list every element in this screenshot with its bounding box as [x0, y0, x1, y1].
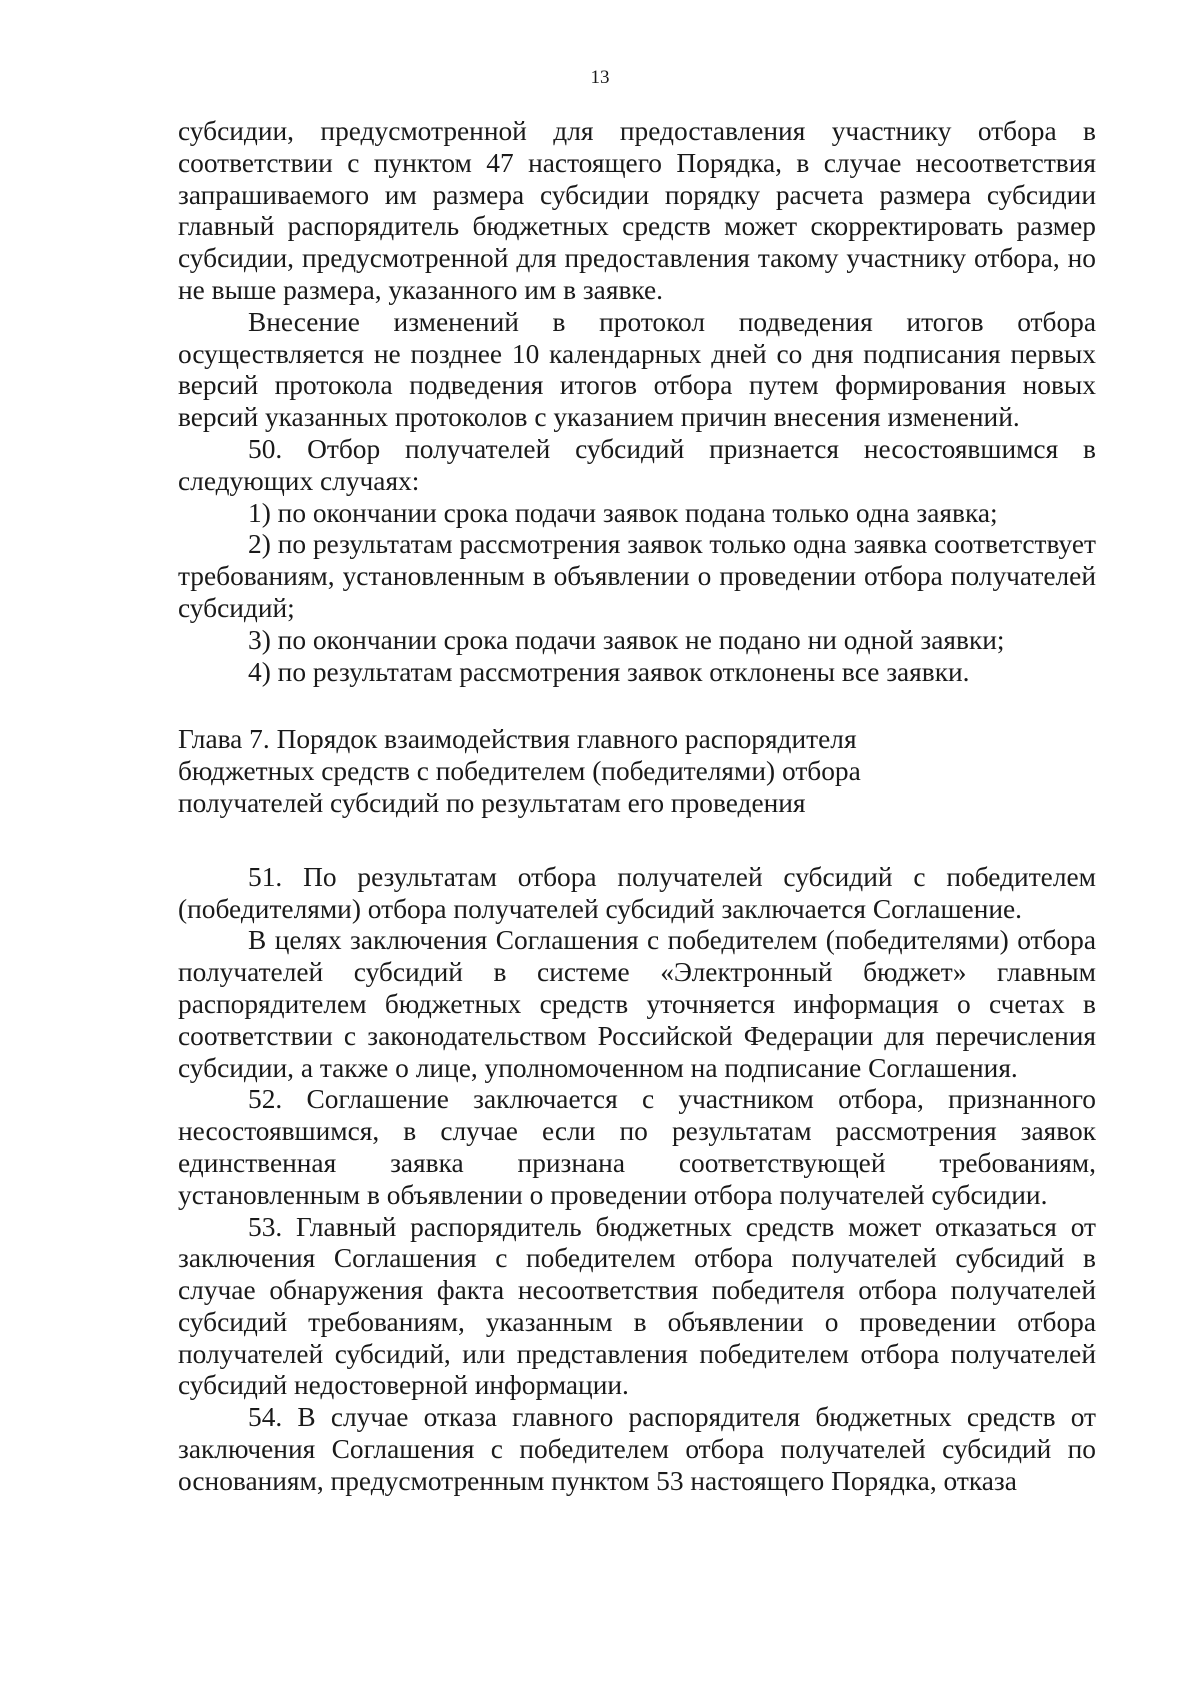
chapter-heading-line-3: получателей субсидий по результатам его проведения [178, 787, 806, 818]
list-item-50-4: 4) по результатам рассмотрения заявок отклонены все заявки. [248, 656, 970, 687]
list-item-50-1: 1) по окончании срока подачи заявок подана только одна заявка; [248, 497, 998, 528]
paragraph-51-accounts: В целях заключения Соглашения с победителем (победителями) отбора получателей субсидий в системе «Электронный бюджет» главным распорядителем бюджетных средств уточняется информация о счетах в соответствии с законодательством Российской Федерации для перечисления субсидии, а также о лице, уполномоченном на подписание Соглашения. [178, 925, 1096, 1083]
paragraph-amendments: Внесение изменений в протокол подведения итогов отбора осуществляется не позднее 10 календарных дней со дня подписания первых версий протокола подведения итогов отбора путем формирования новых версий указанных протоколов с указанием причин внесения изменений. [178, 306, 1096, 433]
paragraph-52: 52. Соглашение заключается с участником отбора, признанного несостоявшимся, в случае если по результатам рассмотрения заявок единственная заявка признана соответствующей требованиям, установленным в объявлении о проведении отбора получателей субсидии. [178, 1084, 1096, 1210]
chapter-heading-line-2: бюджетных средств с победителем (победителями) отбора [178, 756, 861, 787]
list-item-50-3: 3) по окончании срока подачи заявок не подано ни одной заявки; [248, 624, 1005, 655]
page-number: 13 [590, 67, 610, 88]
paragraph-continuation: субсидии, предусмотренной для предоставления участнику отбора в соответствии с пунктом 47 настоящего Порядка, в случае несоответствия запрашиваемого им размера субсидии порядку расчета размера субсидии главный распорядитель бюджетных средств может скорректировать размер субсидии, предусмотренной для предоставления такому участнику отбора, но не выше размера, указанного им в заявке. [178, 116, 1096, 305]
list-item-50-2: 2) по результатам рассмотрения заявок только одна заявка соответствует требованиям, установленным в объявлении о проведении отбора получателей субсидий; [178, 529, 1096, 623]
chapter-heading-line-1: Глава 7. Порядок взаимодействия главного распорядителя [178, 724, 857, 755]
document-body [178, 116, 1096, 1498]
paragraph-50: 50. Отбор получателей субсидий признается несостоявшимся в следующих случаях: [178, 433, 1096, 496]
paragraph-51: 51. По результатам отбора получателей субсидий с победителем (победителями) отбора получателей субсидий заключается Соглашение. [178, 861, 1096, 924]
paragraph-54: 54. В случае отказа главного распорядителя бюджетных средств от заключения Соглашения с победителем отбора получателей субсидий по основаниям, предусмотренным пунктом 53 настоящего Порядка, отказа [178, 1402, 1096, 1496]
chapter-heading [178, 724, 1096, 819]
paragraph-53: 53. Главный распорядитель бюджетных средств может отказаться от заключения Соглашения с победителем отбора получателей субсидий в случае обнаружения факта несоответствия победителя отбора получателей субсидий требованиям, указанным в объявлении о проведении отбора получателей субсидий, или представления победителем отбора получателей субсидий недостоверной информации. [178, 1211, 1096, 1401]
